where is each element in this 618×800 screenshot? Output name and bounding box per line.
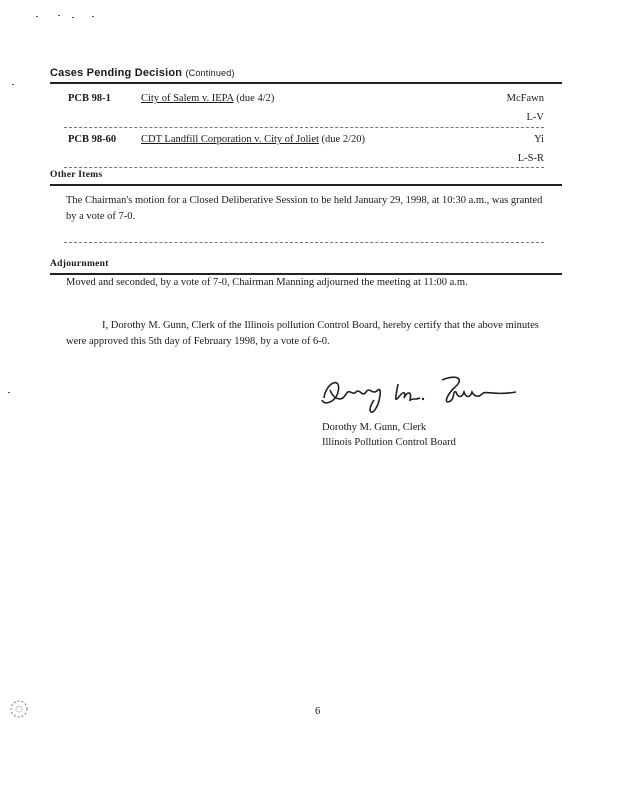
cases-pending-heading [50, 67, 235, 79]
signer-organization: Illinois Pollution Control Board [322, 437, 456, 448]
cases-heading-rule [50, 82, 562, 84]
case-board-member: McFawn [506, 93, 544, 104]
case-vote: L-V [526, 112, 544, 123]
adjournment-text: Moved and seconded, by a vote of 7-0, Chairman Manning adjourned the meeting at 11:00 a.m. [66, 277, 468, 288]
case-number: PCB 98-1 [68, 93, 111, 104]
case-board-member: Yi [534, 134, 544, 145]
case-divider [64, 127, 544, 128]
case-title-link[interactable]: City of Salem v. IEPA [141, 93, 234, 104]
other-items-text: The Chairman's motion for a Closed Deliberative Session to be held January 29, 1998, at 10:30 a.m., was granted by a vote of 7-0. [66, 195, 543, 222]
certification-text [66, 318, 546, 350]
case-due-date: (due 4/2) [236, 93, 275, 104]
other-items-rule [50, 184, 562, 186]
signature-image [316, 368, 526, 418]
case-title-row [141, 134, 365, 145]
case-due-date: (due 2/20) [321, 134, 365, 145]
certification-statement: I, Dorothy M. Gunn, Clerk of the Illinois pollution Control Board, hereby certify that the above minutes were approved this 5th day of February 1998, by a vote of 6-0. [66, 320, 539, 347]
other-items-divider [64, 242, 544, 243]
case-title-link[interactable]: CDT Landfill Corporation v. City of Joliet [141, 134, 319, 145]
adjournment-heading: Adjournment [50, 259, 109, 269]
case-vote: L-S-R [517, 153, 544, 164]
case-number: PCB 98-60 [68, 134, 117, 145]
scanner-stamp-icon [8, 698, 30, 725]
other-items-heading: Other Items [50, 170, 103, 180]
signer-name: Dorothy M. Gunn, Clerk [322, 422, 427, 433]
continued-label: (Continued) [185, 68, 235, 78]
page-number: 6 [315, 706, 321, 717]
case-divider [64, 167, 544, 168]
case-title-row [141, 93, 274, 104]
cases-pending-title: Cases Pending Decision [50, 67, 183, 79]
